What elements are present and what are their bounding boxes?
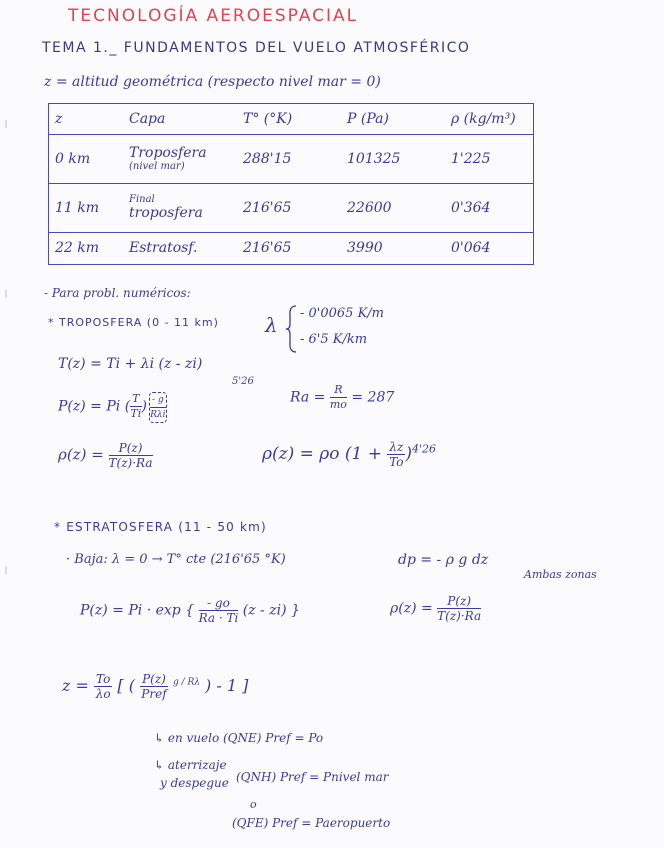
lambda-symbol: λ	[265, 313, 278, 337]
table-row	[49, 135, 534, 184]
eq-z-pfrac	[140, 672, 168, 701]
cell-z: 11 km	[49, 183, 124, 232]
eq-z-exp: g / Rλ	[172, 677, 200, 688]
cell-capa	[123, 135, 237, 184]
cell-temp: 216'65	[237, 232, 341, 264]
eq-ra-right: = 287	[351, 389, 395, 406]
eq-density-tropo	[58, 441, 153, 470]
eq-dp: dp = - ρ g dz	[398, 552, 489, 568]
eq-density-ratio: ρ(z) = ρo (1 + $\frac{\lambda z}{To}$ )$^{4'26}$	[262, 440, 437, 469]
eq-rhostr-frac	[437, 594, 481, 623]
table-row	[49, 232, 534, 264]
eq-rho2-frac	[387, 440, 405, 469]
eq-rho2-left: ρ(z) = ρo (1 +	[262, 444, 382, 464]
qfe-note: (QFE) Pref = Paeropuerto	[232, 816, 391, 830]
eq-rhostr-den: T(z)·Ra	[437, 609, 482, 623]
atmosphere-table	[48, 103, 534, 265]
qne-note: ↳ en vuelo (QNE) Pref = Po	[154, 731, 324, 745]
qnh-note-c: (QNH) Pref = Pnivel mar	[236, 770, 389, 784]
altitude-definition: z = altitud geométrica (respecto nivel mar = 0)	[44, 74, 381, 90]
eq-z-mid: [ (	[117, 676, 135, 695]
col-header-capa: Capa	[129, 111, 166, 127]
eq-pressure-tropo: P(z) = Pi ( $\frac{T}{Ti}$ ) $\frac{- g}{\text{Rλi}}$	[58, 392, 167, 423]
eq-ra-num: R	[330, 383, 347, 398]
eq-pstr-den: Ra · Ti	[198, 611, 239, 625]
table-header-row	[49, 104, 534, 135]
eq-pstr-frac	[199, 596, 239, 625]
eq-rho2-den: To	[389, 455, 404, 469]
eq-ra-left: Ra =	[290, 389, 326, 406]
capa-label: Troposfera	[129, 145, 207, 162]
eq-ra-den: mo	[329, 398, 347, 411]
col-header-density: ρ (kg/m³)	[451, 111, 516, 127]
eq-rho2-num: λz	[389, 440, 404, 454]
col-header-pressure: P (Pa)	[347, 111, 389, 127]
eq-z-left: z =	[62, 676, 89, 695]
numeric-notes-label: - Para probl. numéricos:	[44, 286, 191, 300]
table-row	[49, 183, 534, 232]
eq-p-T: T	[132, 392, 140, 405]
cell-capa	[123, 183, 237, 232]
troposphere-heading: * TROPOSFERA (0 - 11 km)	[48, 316, 219, 329]
col-header-temp: T° (°K)	[243, 111, 293, 127]
cell-density: 0'364	[445, 183, 534, 232]
cell-density: 1'225	[445, 135, 534, 184]
eq-z-frac	[94, 672, 112, 701]
eq-rho-num: P(z)	[109, 441, 153, 456]
eq-p-Ti: Ti	[130, 407, 142, 420]
eq-ra	[290, 383, 394, 412]
capa-sub: (nivel mar)	[129, 161, 185, 173]
capa-sub: troposfera	[129, 205, 203, 222]
eq-rho-left: ρ(z) =	[58, 445, 104, 464]
cell-pressure: 3990	[341, 232, 445, 264]
lambda-value-km: - 0'0065 K/m	[300, 306, 385, 321]
qnh-note-b: y despegue	[160, 776, 229, 790]
exponent-value-526: 5'26	[232, 376, 254, 387]
eq-pressure-strato	[80, 596, 300, 625]
page-title: TECNOLOGÍA AEROESPACIAL	[68, 6, 359, 26]
eq-pstr-num: - go	[199, 596, 239, 611]
eq-p-exp-den: Rλi	[150, 410, 166, 420]
eq-p-exponent	[149, 392, 167, 423]
eq-rho-den: T(z)·Ra	[108, 456, 153, 470]
eq-rho2-exp: 4'26	[411, 442, 437, 456]
eq-rho-frac	[109, 441, 153, 470]
lambda-value-kkm: - 6'5 K/km	[300, 332, 368, 347]
eq-z-den: λo	[95, 687, 111, 701]
capa-label: Final	[129, 194, 155, 206]
cell-pressure: 22600	[341, 183, 445, 232]
cell-temp: 216'65	[237, 183, 341, 232]
cell-z: 0 km	[49, 135, 124, 184]
eq-p-ratio	[130, 392, 141, 421]
eq-pstr-left: P(z) = Pi · exp {	[80, 602, 195, 619]
qnh-note-a: ↳ aterrizaje	[154, 758, 227, 772]
eq-ra-frac	[330, 383, 347, 412]
eq-density-strato	[390, 594, 481, 623]
baja-condition: · Baja: λ = 0 → T° cte (216'65 °K)	[66, 552, 286, 567]
eq-z-pnum: P(z)	[142, 672, 166, 686]
eq-z-pden: Pref	[141, 687, 167, 701]
stratosphere-heading: * ESTRATOSFERA (11 - 50 km)	[54, 520, 267, 534]
lambda-brace	[284, 304, 298, 354]
eq-rhostr-num: P(z)	[437, 594, 481, 609]
margin-dashes	[0, 0, 12, 848]
eq-temperature: T(z) = Ti + λi (z - zi)	[58, 356, 203, 372]
eq-altitude	[62, 672, 248, 701]
cell-temp: 288'15	[237, 135, 341, 184]
eq-rhostr-left: ρ(z) =	[390, 600, 433, 617]
eq-pstr-right: (z - zi) }	[242, 602, 300, 619]
col-header-z: z	[55, 111, 63, 127]
capa-label: Estratosf.	[129, 240, 198, 257]
or-label: o	[250, 798, 257, 811]
eq-z-right: ) - 1 ]	[205, 676, 249, 695]
cell-pressure: 101325	[341, 135, 445, 184]
topic-heading: TEMA 1._ FUNDAMENTOS DEL VUELO ATMOSFÉRICO	[42, 40, 471, 56]
cell-density: 0'064	[445, 232, 534, 264]
ambas-zonas-note: Ambas zonas	[524, 568, 597, 581]
eq-p-exp-num: - g	[150, 393, 166, 408]
cell-z: 22 km	[49, 232, 124, 264]
cell-capa	[123, 232, 237, 264]
eq-z-num: To	[96, 672, 111, 686]
eq-p-left: P(z) = Pi (	[58, 398, 131, 415]
